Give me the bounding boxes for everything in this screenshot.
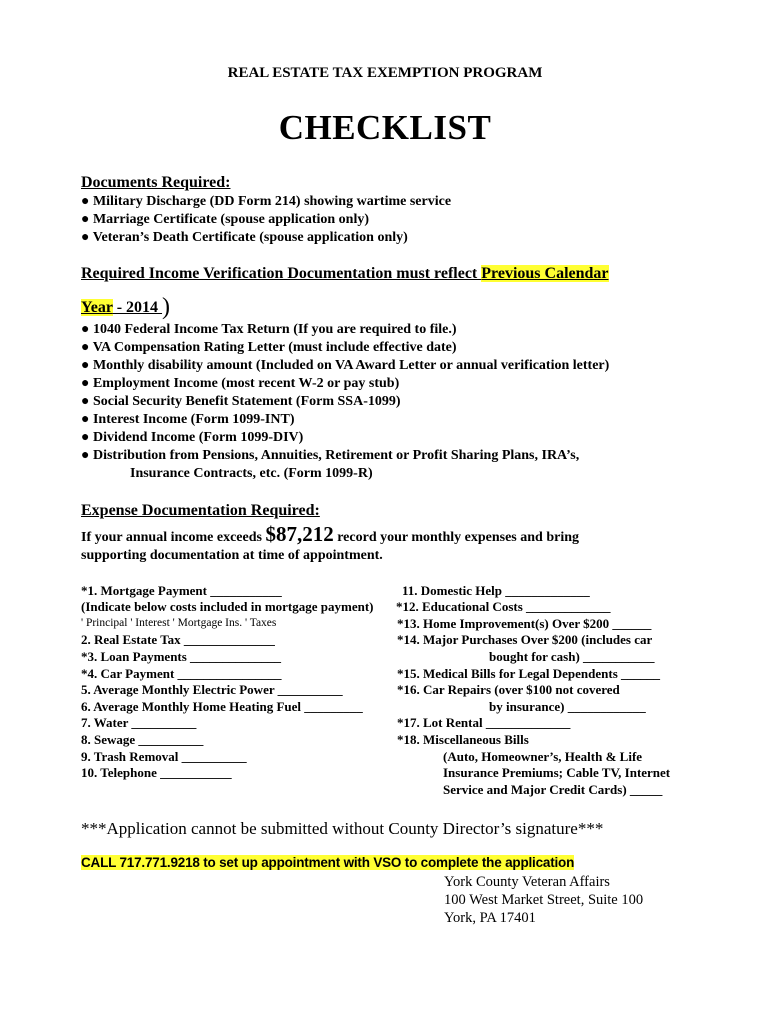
expense-item-right-continued: (Auto, Homeowner’s, Health & Life: [443, 749, 643, 764]
document-item: ● Veteran’s Death Certificate (spouse application only): [81, 230, 408, 245]
income-heading: [81, 265, 609, 283]
expense-item-left: 8. Sewage __________: [81, 732, 204, 747]
document-item: ● Marriage Certificate (spouse application only): [81, 212, 370, 227]
income-threshold-amount: $87,212: [265, 522, 334, 546]
income-item: ● Monthly disability amount (Included on VA Award Letter or annual verification letter): [81, 358, 610, 373]
expense-item-right-continued: bought for cash) ___________: [489, 649, 655, 664]
income-heading-year-line: [81, 292, 170, 319]
expense-item-right: *14. Major Purchases Over $200 (includes car: [397, 632, 653, 647]
income-heading-highlight: Previous Calendar: [481, 265, 609, 282]
income-heading-year-label: Year: [81, 299, 113, 316]
expense-heading: Expense Documentation Required:: [81, 502, 320, 519]
expense-item-right: *13. Home Improvement(s) Over $200 ______: [397, 616, 652, 631]
call-to-action: CALL 717.771.9218 to set up appointment with VSO to complete the application: [81, 855, 575, 870]
expense-item-left: *1. Mortgage Payment ___________: [81, 583, 282, 598]
expense-item-right: *17. Lot Rental _____________: [397, 715, 571, 730]
expense-item-left: *4. Car Payment ________________: [81, 666, 282, 681]
expense-item-left: 9. Trash Removal __________: [81, 749, 247, 764]
expense-item-right-continued: Insurance Premiums; Cable TV, Internet: [443, 765, 671, 780]
expense-item-right-continued: Service and Major Credit Cards) _____: [443, 782, 663, 797]
expense-item-right: *12. Educational Costs _____________: [396, 599, 611, 614]
expense-item-right: *18. Miscellaneous Bills: [397, 732, 529, 747]
address-line: York, PA 17401: [444, 910, 536, 926]
expense-item-left: 2. Real Estate Tax ______________: [81, 632, 275, 647]
income-item: ● VA Compensation Rating Letter (must include effective date): [81, 340, 457, 355]
expense-item-right-continued: by insurance) ____________: [489, 699, 646, 714]
expense-intro: [81, 522, 579, 547]
mortgage-components: ' Principal ' Interest ' Mortgage Ins. ' Taxes: [81, 617, 277, 629]
expense-item-right: 11. Domestic Help _____________: [402, 583, 590, 598]
income-item: ● Distribution from Pensions, Annuities, Retirement or Profit Sharing Plans, IRA’s,: [81, 448, 580, 463]
expense-item-left: 5. Average Monthly Electric Power __________: [81, 682, 343, 697]
income-item: ● Social Security Benefit Statement (Form SSA-1099): [81, 394, 401, 409]
income-item: ● Dividend Income (Form 1099-DIV): [81, 430, 304, 445]
income-item: ● Employment Income (most recent W-2 or pay stub): [81, 376, 400, 391]
document-item: ● Military Discharge (DD Form 214) showing wartime service: [81, 194, 452, 209]
expense-item-left: 7. Water __________: [81, 715, 197, 730]
expense-item-left: 10. Telephone ___________: [81, 765, 232, 780]
program-title: REAL ESTATE TAX EXEMPTION PROGRAM: [227, 65, 543, 81]
address-line: 100 West Market Street, Suite 100: [444, 892, 644, 908]
expense-intro-post: record your monthly expenses and bring: [333, 530, 579, 545]
income-heading-year: - 2014: [112, 299, 163, 316]
expense-item-right: *15. Medical Bills for Legal Dependents ______: [397, 666, 661, 681]
income-heading-text: Required Income Verification Documentation must reflect: [81, 265, 482, 282]
signature-note: ***Application cannot be submitted without County Director’s signature***: [81, 819, 604, 838]
expense-intro-pre: If your annual income exceeds: [81, 530, 266, 545]
expense-item-left: *3. Loan Payments ______________: [81, 649, 282, 664]
income-heading-paren: ): [162, 294, 171, 320]
documents-heading: Documents Required:: [81, 174, 231, 191]
income-item: ● 1040 Federal Income Tax Return (If you are required to file.): [81, 322, 457, 337]
expense-item-right: *16. Car Repairs (over $100 not covered: [397, 682, 620, 697]
expense-item-left: (Indicate below costs included in mortgage payment): [81, 599, 374, 614]
income-item-continued: Insurance Contracts, etc. (Form 1099-R): [130, 466, 373, 481]
address-line: York County Veteran Affairs: [444, 874, 610, 890]
expense-item-left: 6. Average Monthly Home Heating Fuel _________: [81, 699, 363, 714]
income-item: ● Interest Income (Form 1099-INT): [81, 412, 295, 427]
page-title: CHECKLIST: [278, 108, 492, 147]
expense-intro-line2: supporting documentation at time of appointment.: [81, 548, 383, 563]
